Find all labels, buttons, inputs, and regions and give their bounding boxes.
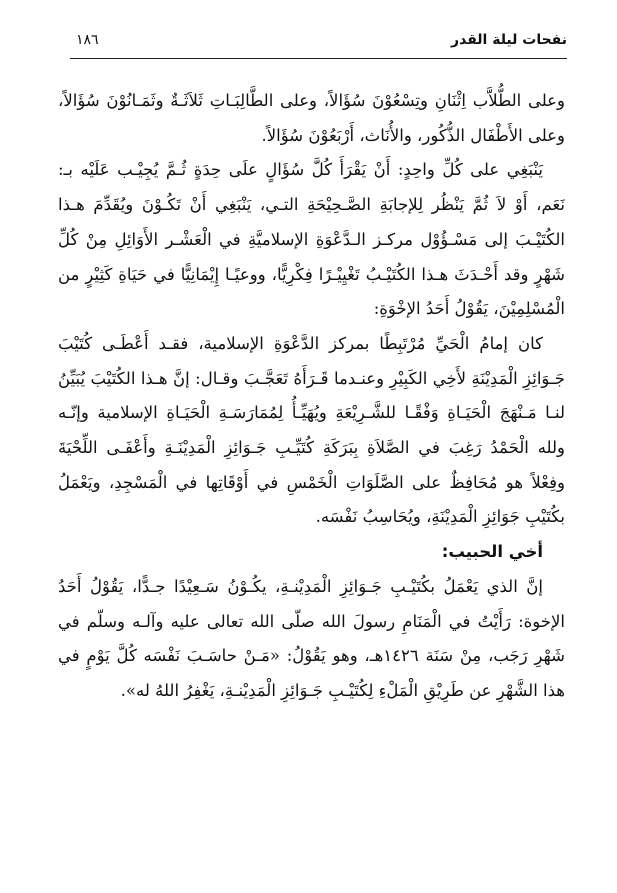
- page-number: ١٨٦: [76, 32, 99, 48]
- page-header: [70, 30, 567, 59]
- paragraph: كان إمامُ الْحَيِّ مُرْتَبِطًا بمركز الدَّعْوَةِ الإسلامية، فقـد أَعْطَـى كُتَيْبَ جَـوَائِزِ الْمَدِيْنَةِ لأَخِي الكَبِيْرِ وعنـدما قَـرَأَهُ تَعَجَّـبَ وقـال: إنَّ هـذا الكُتَيْبَ يُبَيِّنُ لنـا مَـنْهَجَ الْحَيَـاةِ وَفْقًـا للشَّـرِيْعَةِ ويُهَيِّـأُ لِمُمَارَسَـةِ الْحَيَـاةِ الإسلامية وإنّـه ولله الْحَمْدُ رَغِبَ في الصَّلاَةِ بِبَرَكَةِ كُتَيِّـبِ جَـوَائِزِ الْمَدِيْنَـةِ وأَعْفَـى اللِّحْيَةَ وفِعْلاً هو مُحَافِظٌ على الصَّلَوَاتِ الْخَمْسِ في أَوْقَاتِها في الْمَسْجِدِ، ويَعْمَلُ بكُتَيْبِ جَوَائِزِ الْمَدِيْنَةِ، ويُحَاسِبُ نَفْسَه.: [58, 333, 565, 527]
- section-subheading: أخي الحبيب:: [441, 542, 543, 562]
- running-title: نفحات ليلة القدر: [451, 32, 567, 48]
- paragraph: وعلى الطُّلاَّب اِثْنَانِ وتِسْعُوْنَ سُؤَالاً، وعلى الطَّالِبَـاتِ ثَلاَثَـةٌ وثَمَـانُوْنَ سُؤَالاً، وعلى الأَطْفَال الذُّكُور، والأُنَاث، أَرْبَعُوْنَ سُؤَالاً.: [58, 91, 565, 145]
- page-body: [58, 84, 565, 709]
- paragraph: إنَّ الذي يَعْمَلُ بكُتَيْـبِ جَـوَائِزِ الْمَدِيْنـةِ، يكُـوْنُ سَـعِيْدًا جـدًّا، يَقُوْلُ أَحَدُ الإخوة: رَأَيْتُ في الْمَنَامِ رسولَ الله صلّى الله تعالى عليه وآلـه وسلّم في شَهْرِ رَجَب، مِنْ سَنَة ١٤٢٦هـ، وهو يَقُوْلُ: «مَـنْ حاسَـبَ نَفْسَه كُلَّ يَوْمٍ في هذا الشَّهْرِ عن طَرِيْقِ الْمَلْءِ لِكُتَيْـبِ جَـوَائِزِ الْمَدِيْنـةِ، يَغْفِرُ اللهُ له».: [58, 576, 565, 700]
- paragraph: يَنْبَغِي على كُلِّ واحِدٍ: أَنْ يَقْرَأَ كُلَّ سُؤَالٍ علَى حِدَةٍ ثُـمَّ يُجِيْـب عَلَيْه بـ: نَعَم، أَوْ لاَ ثُمَّ يَنْظُر لِلإجابَةِ الصَّـحِيْحَةِ التـي، يَنْبَغِي أَنْ تَكُـوْنَ ويُقَدِّمَ هـذا الكُتَيْـبَ إلى مَسْـؤُوْل مركـز الـدَّعْوَةِ الإسلاميَّةِ في الْعَشْـر الأَوَائِلِ مِنْ كُلِّ شَهْرٍ وقد أَحْـدَثَ هـذا الكُتَيْـبُ تَغْيِيْـرًا فِكْرِيًّا، ووعيًـا إِيْمَانِيًّا في حَيَاةِ كَثِيْرٍ من الْمُسْلِمِيْنَ، يَقُوْلُ أَحَدُ الإخْوَةِ:: [58, 160, 565, 319]
